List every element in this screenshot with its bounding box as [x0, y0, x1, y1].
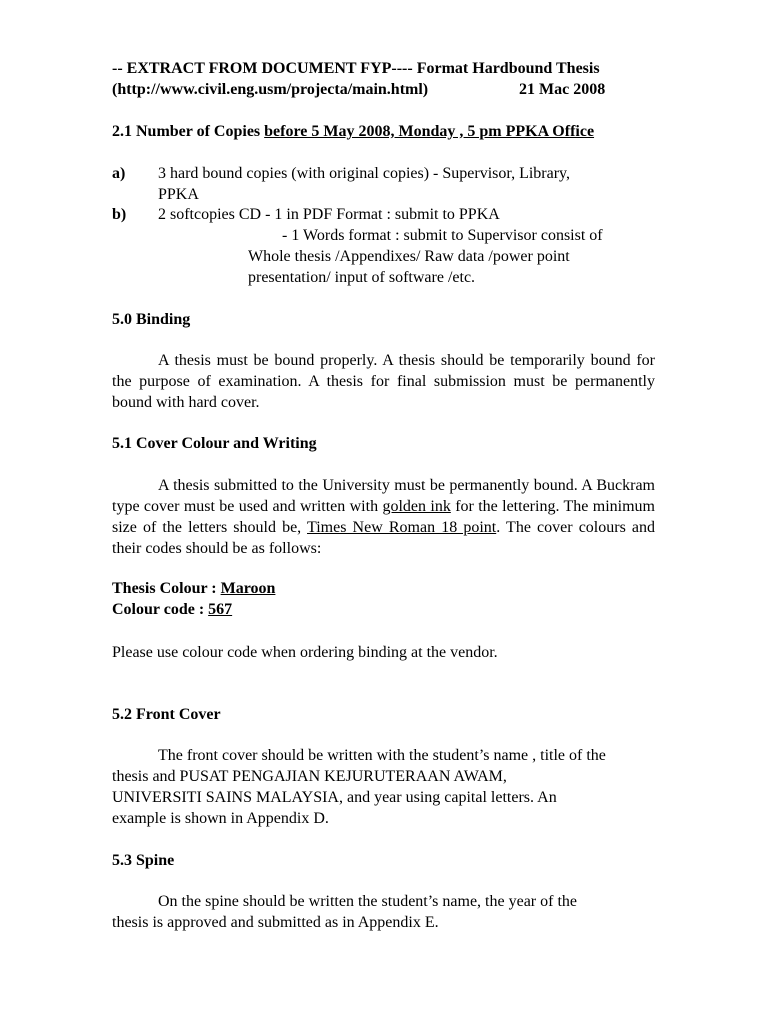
binding-heading: 5.0 Binding [112, 311, 191, 328]
header-prefix: -- EXTRACT FROM DOCUMENT FYP---- [112, 60, 417, 77]
copies-a-line-1: 3 hard bound copies (with original copies) - Supervisor, Library, [158, 165, 570, 182]
font-spec-text: Times New Roman 18 point [307, 519, 497, 536]
list-label-a: a) [112, 165, 126, 182]
colour-code-line [112, 600, 232, 620]
header-url: (http://www.civil.eng.usm/projecta/main.html) [112, 81, 429, 98]
copies-b-line-3: Whole thesis /Appendixes/ Raw data /power point [248, 248, 570, 265]
copies-heading [112, 122, 594, 142]
front-cover-heading: 5.2 Front Cover [112, 706, 221, 723]
copies-a-line-2: PPKA [158, 186, 199, 203]
copies-deadline: before 5 May 2008, Monday , 5 pm PPKA Office [264, 123, 595, 140]
front-cover-line-1: The front cover should be written with the student’s name , title of the [158, 747, 606, 764]
colour-code-label: Colour code : [112, 601, 209, 618]
cover-paragraph-part-2: for the lettering. The minimum size of the letters should be, [112, 498, 656, 536]
cover-heading: 5.1 Cover Colour and Writing [112, 435, 317, 452]
spine-line-2: thesis is approved and submitted as in Appendix E. [112, 914, 439, 931]
front-cover-line-4: example is shown in Appendix D. [112, 810, 329, 827]
front-cover-line-3: UNIVERSITI SAINS MALAYSIA, and year using capital letters. An [112, 789, 557, 806]
spine-heading: 5.3 Spine [112, 852, 175, 869]
list-label-b: b) [112, 206, 127, 223]
copies-heading-prefix: 2.1 Number of Copies [112, 123, 265, 140]
thesis-colour-line [112, 579, 275, 599]
copies-b-line-1: 2 softcopies CD - 1 in PDF Format : submit to PPKA [158, 206, 500, 223]
colour-code-value: 567 [208, 601, 233, 618]
header-date: 21 Mac 2008 [519, 81, 606, 98]
copies-b-line-2: - 1 Words format : submit to Supervisor consist of [282, 227, 603, 244]
colour-code-note: Please use colour code when ordering binding at the vendor. [112, 644, 498, 661]
front-cover-line-2: thesis and PUSAT PENGAJIAN KEJURUTERAAN AWAM, [112, 768, 507, 785]
header-line-1 [112, 59, 600, 79]
spine-line-1: On the spine should be written the student’s name, the year of the [158, 893, 578, 910]
cover-paragraph-part-3: . The cover colours and their codes should be as follows: [112, 519, 656, 557]
thesis-colour-label: Thesis Colour : [112, 580, 221, 597]
golden-ink-text: golden ink [382, 498, 451, 515]
thesis-colour-value: Maroon [220, 580, 276, 597]
copies-b-line-4: presentation/ input of software /etc. [248, 269, 476, 286]
cover-paragraph [112, 475, 655, 559]
cover-paragraph-part-1: A thesis submitted to the University must be permanently bound. A Buckram type cover must be used and written with [112, 477, 655, 515]
header-title: Format Hardbound Thesis [416, 60, 600, 77]
binding-paragraph: A thesis must be bound properly. A thesis should be temporarily bound for the purpose of examination. A thesis for final submission must be permanently bound with hard cover. [112, 352, 655, 411]
